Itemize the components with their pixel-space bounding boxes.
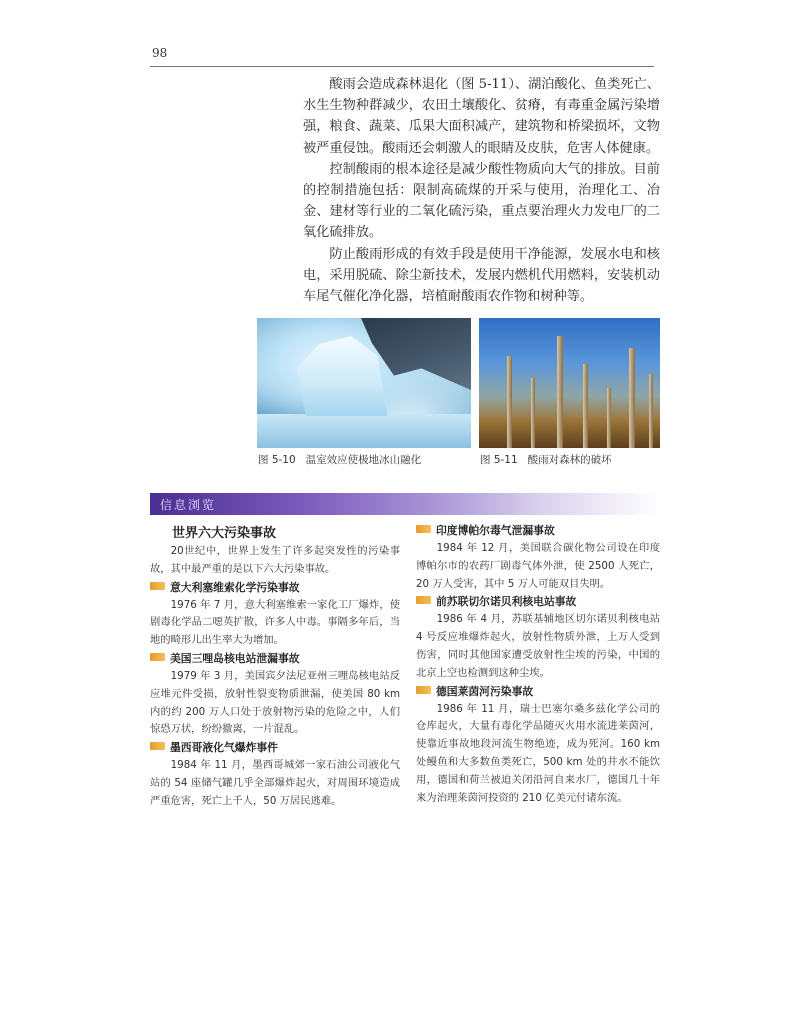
bullet-marker-icon [150,653,165,661]
event-title-text: 印度博帕尔毒气泄漏事故 [436,524,555,537]
figure-caption [480,452,612,467]
event-text: 1984 年 12 月，美国联合碳化物公司设在印度博帕尔市的农药厂剧毒气体外泄，使 2500 人死亡，20 万人受害，其中 5 万人可能双目失明。 [416,542,660,590]
dead-tree-trunk [557,336,563,448]
event-text: 1976 年 7 月，意大利塞维索一家化工厂爆炸，使剧毒化学品二噁英扩散，许多人中毒。事隔多年后，当地的畸形儿出生率大为增加。 [150,598,400,647]
figure-number: 图 5-11 [480,454,518,466]
event-title-text: 美国三哩岛核电站泄漏事故 [170,651,300,665]
figure-number: 图 5-10 [258,454,296,466]
body-text [303,74,660,307]
page-number: 98 [152,46,168,60]
event-title [150,650,400,668]
event-title-text: 意大利塞维索化学污染事故 [170,580,300,594]
bullet-marker-icon [150,742,165,750]
bullet-marker-icon [416,596,431,604]
dead-tree-trunk [583,364,588,448]
event-title [416,593,660,611]
right-column [416,522,660,807]
event-title [416,683,660,701]
water-area [257,414,471,448]
dead-tree-trunk [507,356,512,448]
iceberg-photo [257,318,471,448]
event-title-text: 前苏联切尔诺贝利核电站事故 [436,595,577,609]
body-paragraph: 防止酸雨形成的有效手段是使用干净能源，发展水电和核电，采用脱硫、除尘新技术，发展内燃机代用燃料，安装机动车尾气催化净化器，培植耐酸雨农作物和树种等。 [303,246,660,305]
bullet-marker-icon [416,686,431,694]
body-paragraph: 酸雨会造成森林退化（图 5-11）、湖泊酸化、鱼类死亡、水生生物种群减少，农田土壤酸化、贫瘠，有毒重金属污染增强，粮食、蔬菜、瓜果大面积减产，建筑物和桥梁损坏，文物被严重侵蚀。酸雨还会刺激人的眼睛及皮肤，危害人体健康。 [303,77,660,156]
dead-tree-trunk [531,378,535,448]
event-title-text: 墨西哥液化气爆炸事件 [170,741,278,755]
figure-caption [258,452,421,467]
bullet-marker-icon [150,582,165,590]
dead-tree-trunk [607,388,611,448]
dead-forest-photo [479,318,660,448]
event-text: 1984 年 11 月，墨西哥城郊一家石油公司液化气站的 54 座储气罐几乎全部爆炸起火，对周围环境造成严重危害，死亡上千人，50 万居民逃难。 [150,759,400,807]
event-text: 1986 年 11 月，瑞士巴塞尔桑多兹化学公司的仓库起火，大量有毒化学品随灭火用水流进莱茵河，使靠近事故地段河流生物绝迹，成为死河。160 km 处鳗鱼和大多数鱼类死亡，500 km 处的井水不能饮用，德国和荷兰被迫关闭沿河自来水厂，德国几十年来为治理莱茵河投资的 210 亿美元付诸东流。 [416,702,660,804]
event-title [416,522,660,540]
intro-text: 20世纪中，世界上发生了许多起突发性的污染事故，其中最严重的是以下六大污染事故。 [150,545,400,575]
info-banner [150,493,660,515]
event-title [150,579,400,597]
banner-label: 信息浏览 [160,498,217,512]
left-column [150,522,400,811]
dead-tree-trunk [649,374,653,448]
sidebar-title: 世界六大污染事故 [172,526,277,541]
dead-tree-trunk [629,348,635,448]
event-title [150,739,400,757]
event-title-text: 德国莱茵河污染事故 [436,684,534,698]
body-paragraph: 控制酸雨的根本途径是减少酸性物质向大气的排放。目前的控制措施包括：限制高硫煤的开采与使用，治理化工、冶金、建材等行业的二氧化硫污染，重点要治理火力发电厂的二氧化硫排放。 [303,161,660,241]
figure-caption-text: 酸雨对森林的破坏 [527,454,612,466]
figure-caption-text: 温室效应使极地冰山融化 [305,454,422,466]
bullet-marker-icon [416,525,431,533]
event-text: 1986 年 4 月，苏联基辅地区切尔诺贝利核电站 4 号反应堆爆炸起火，放射性物质外泄，上万人受到伤害，同时其他国家遭受放射性尘埃的污染，中国的北京上空也检测到这种尘埃。 [416,613,660,679]
header-rule [150,66,654,67]
event-text: 1979 年 3 月，美国宾夕法尼亚州三哩岛核电站反应堆元件受损，放射性裂变物质泄漏，使美国 80 km 内的约 200 万人口处于放射物污染的危险之中，人们惊恐万状，纷纷撤离，一片混乱。 [150,669,400,736]
ice-mass [297,336,387,416]
